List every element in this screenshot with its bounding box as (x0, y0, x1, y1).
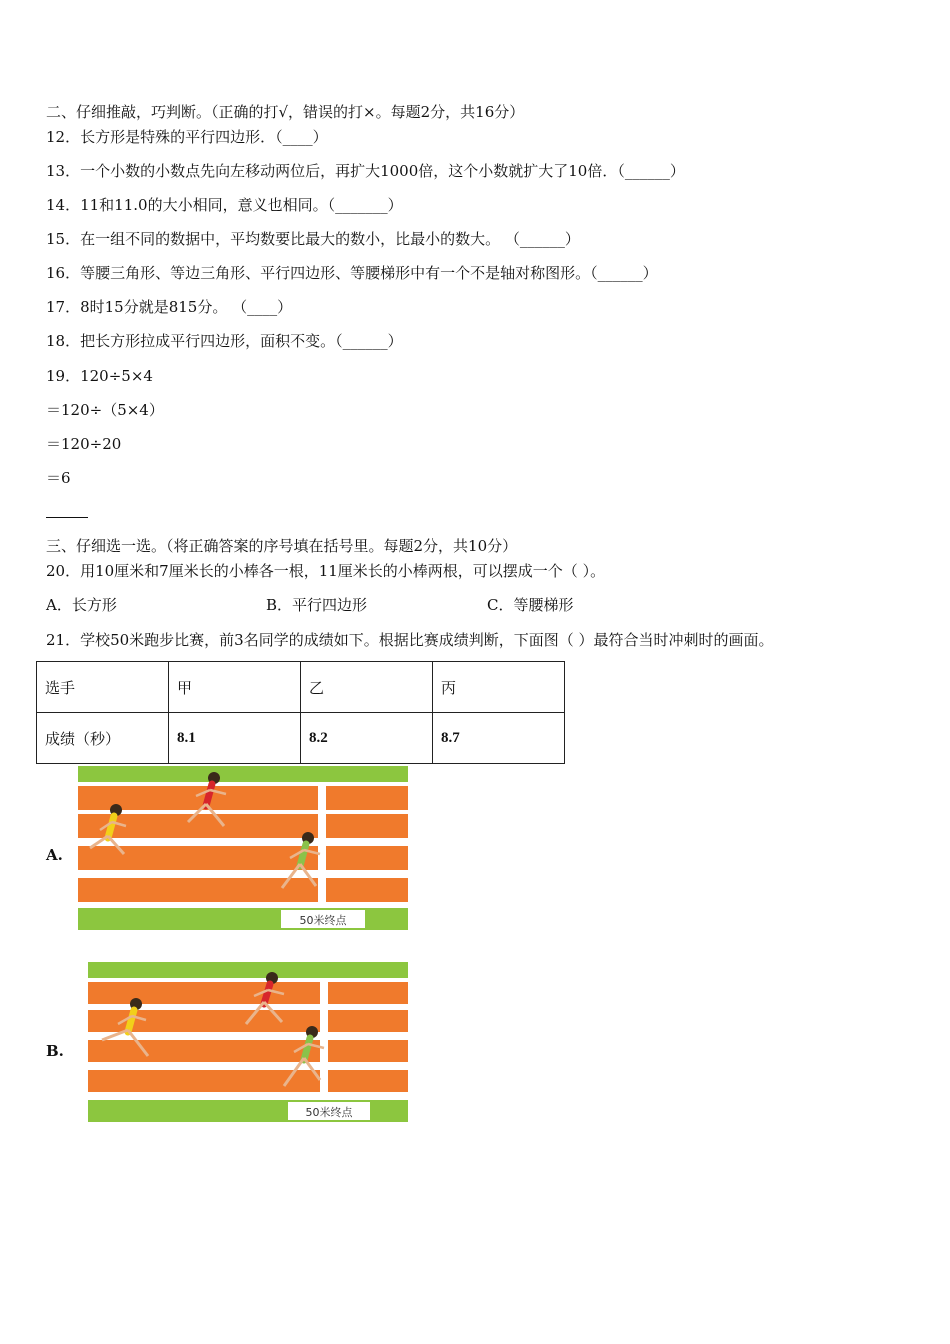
header-cell-jia: 甲 (169, 662, 301, 713)
calc-step-1: ＝120÷（5×4） (46, 401, 164, 419)
q20-option-b: B．平行四边形 (266, 596, 368, 614)
question-14: 14．11和11.0的大小相同，意义也相同。（_______） (46, 196, 403, 214)
finish-text: 50米终点 (299, 914, 347, 927)
figure-b-label: B. (46, 1042, 64, 1060)
lane-4-end (328, 1070, 408, 1092)
question-16: 16．等腰三角形、等边三角形、平行四边形、等腰梯形中有一个不是轴对称图形。（______） (46, 264, 658, 282)
q20-option-c: C．等腰梯形 (487, 596, 574, 614)
lane-4 (88, 1070, 320, 1092)
question-17: 17．8时15分就是815分。 （____） (46, 298, 293, 316)
track-figure-b (86, 962, 410, 1124)
lane-1-end (326, 786, 408, 810)
lane-1 (88, 982, 320, 1004)
calc-step-3: ＝6 (46, 469, 71, 487)
lane-3 (88, 1040, 320, 1062)
calc-step-2: ＝120÷20 (46, 435, 122, 453)
score-table (36, 661, 565, 764)
lane-2-end (326, 814, 408, 838)
figure-a-label: A. (46, 846, 63, 864)
lane-4 (78, 878, 318, 902)
grass-strip (78, 766, 408, 782)
question-20: 20．用10厘米和7厘米长的小棒各一根，11厘米长的小棒两根，可以摆成一个（ ）。 (46, 562, 606, 580)
time-bing: 8.7 (433, 713, 565, 764)
row-label-time: 成绩（秒） (37, 713, 169, 764)
track-figure-a (76, 766, 410, 932)
header-cell-bing: 丙 (433, 662, 565, 713)
question-18: 18．把长方形拉成平行四边形，面积不变。（______） (46, 332, 403, 350)
time-yi: 8.2 (301, 713, 433, 764)
grass-strip (88, 962, 408, 978)
lane-3-end (326, 846, 408, 870)
lane-2-end (328, 1010, 408, 1032)
lane-3-end (328, 1040, 408, 1062)
q20-option-a: A．长方形 (46, 596, 117, 614)
lane-3 (78, 846, 318, 870)
answer-blank-line (46, 517, 88, 518)
header-cell-player: 选手 (37, 662, 169, 713)
time-jia: 8.1 (169, 713, 301, 764)
finish-text: 50米终点 (305, 1106, 353, 1119)
question-12: 12．长方形是特殊的平行四边形．（____） (46, 128, 328, 146)
header-cell-yi: 乙 (301, 662, 433, 713)
question-21: 21．学校50米跑步比赛，前3名同学的成绩如下。根据比赛成绩判断，下面图（ ）最符合当时冲刺时的画面。 (46, 631, 774, 649)
table-row (37, 662, 565, 713)
lane-4-end (326, 878, 408, 902)
question-15: 15．在一组不同的数据中，平均数要比最大的数小，比最小的数大。 （______） (46, 230, 580, 248)
question-13: 13．一个小数的小数点先向左移动两位后，再扩大1000倍，这个小数就扩大了10倍．（______） (46, 162, 685, 180)
section3-heading: 三、仔细选一选。（将正确答案的序号填在括号里。每题2分，共10分） (46, 537, 518, 555)
question-19: 19．120÷5×4 (46, 367, 153, 385)
table-row (37, 713, 565, 764)
section2-heading: 二、仔细推敲，巧判断。（正确的打√，错误的打×。每题2分，共16分） (46, 103, 525, 121)
lane-1-end (328, 982, 408, 1004)
